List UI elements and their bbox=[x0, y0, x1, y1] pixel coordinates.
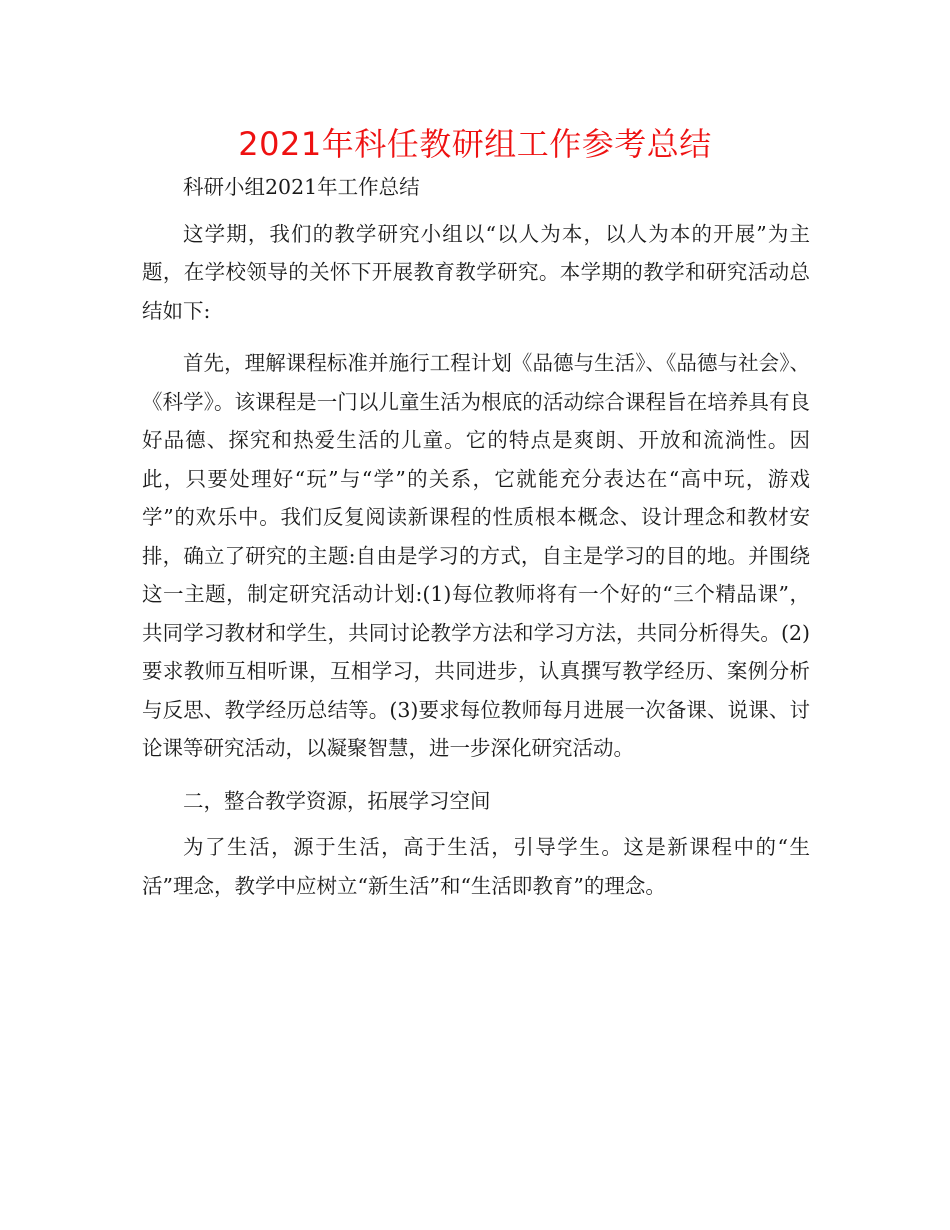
section-heading: 科研小组2021年工作总结 bbox=[183, 175, 420, 199]
section-heading: 二，整合教学资源，拓展学习空间 bbox=[183, 788, 491, 813]
paragraph: 首先，理解课程标准并施行工程计划《品德与生活》、《品德与社会》、《科学》。该课程是一门以儿童生活为根底的活动综合课程旨在培养具有良好品德、探究和热爱生活的儿童。它的特点是爽朗、开放和流淌性。因此，只要处理好“玩”与“学”的关系，它就能充分表达在“高中玩，游戏学”的欢乐中。我们反复阅读新课程的性质根本概念、设计理念和教材安排，确立了研究的主题:自由是学习的方式，自主是学习的目的地。并围绕这一主题，制定研究活动计划:(1)每位教师将有一个好的“三个精品课”，共同学习教材和学生，共同讨论教学方法和学习方法，共同分析得失。(2)要求教师互相听课，互相学习，共同进步，认真撰写教学经历、案例分析与反思、教学经历总结等。(3)要求每位教师每月进展一次备课、说课、讨论课等研究活动，以凝聚智慧，进一步深化研究活动。 bbox=[142, 351, 810, 760]
document-title: 2021年科任教研组工作参考总结 bbox=[238, 125, 712, 163]
paragraph: 为了生活，源于生活，高于生活，引导学生。这是新课程中的“生活”理念，教学中应树立“新生活”和“生活即教育”的理念。 bbox=[142, 835, 810, 898]
document-body bbox=[142, 168, 810, 919]
paragraph: 这学期，我们的教学研究小组以“以人为本，以人为本的开展”为主题，在学校领导的关怀下开展教育教学研究。本学期的教学和研究活动总结如下: bbox=[142, 221, 810, 323]
